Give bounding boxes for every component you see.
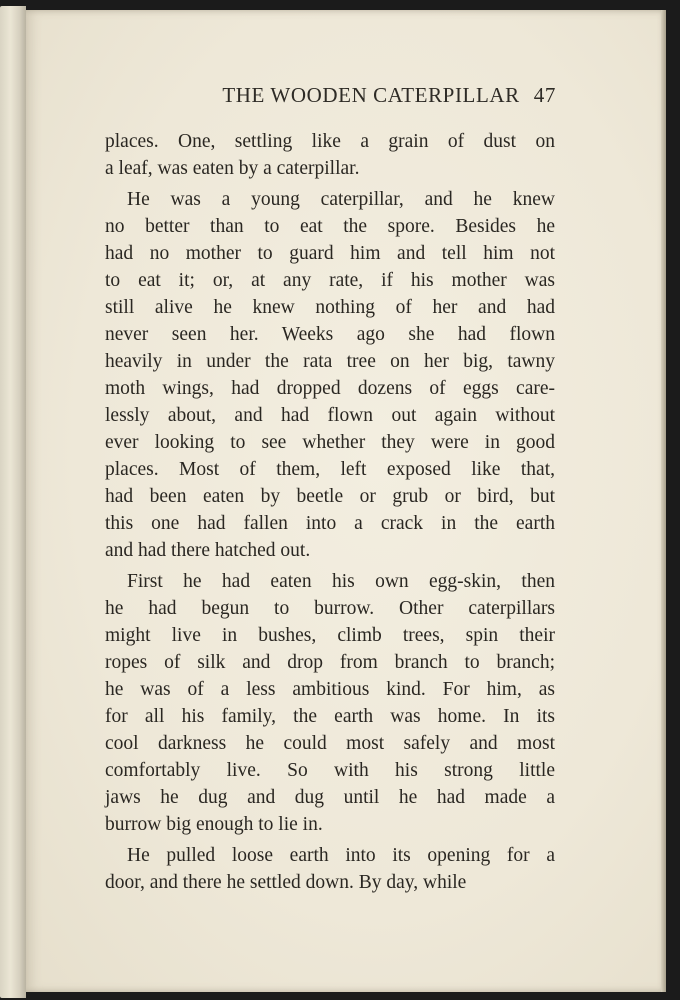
text-line: he was of a less ambitious kind. For him, as <box>105 679 555 700</box>
text-line: places. One, settling like a grain of dust on <box>105 131 555 152</box>
text-line: door, and there he settled down. By day, while <box>105 872 467 893</box>
text-line: for all his family, the earth was home. In its <box>105 706 555 727</box>
page-number: 47 <box>533 83 556 107</box>
text-line: comfortably live. So with his strong little <box>105 760 555 781</box>
text-line: and had there hatched out. <box>105 540 311 561</box>
text-line: burrow big enough to lie in. <box>105 814 323 835</box>
body-text <box>105 128 555 896</box>
text-line: ever looking to see whether they were in good <box>105 432 555 453</box>
paragraph <box>105 568 555 838</box>
running-head <box>26 83 556 108</box>
text-line: He pulled loose earth into its opening for a <box>127 845 555 866</box>
running-head-title: THE WOODEN CATERPILLAR <box>222 83 520 107</box>
text-line: a leaf, was eaten by a caterpillar. <box>105 158 360 179</box>
text-line: never seen her. Weeks ago she had flown <box>105 324 555 345</box>
text-line: heavily in under the rata tree on her big, tawny <box>105 351 555 372</box>
text-line: this one had fallen into a crack in the earth <box>105 513 555 534</box>
paragraph <box>105 842 555 896</box>
text-line: ropes of silk and drop from branch to branch; <box>105 652 555 673</box>
text-line: cool darkness he could most safely and most <box>105 733 555 754</box>
text-line: jaws he dug and dug until he had made a <box>105 787 555 808</box>
paragraph <box>105 186 555 564</box>
text-line: to eat it; or, at any rate, if his mother was <box>105 270 555 291</box>
text-line: moth wings, had dropped dozens of eggs care- <box>105 378 555 399</box>
text-line: lessly about, and had flown out again without <box>105 405 555 426</box>
text-line: he had begun to burrow. Other caterpillars <box>105 598 555 619</box>
text-line: had been eaten by beetle or grub or bird, but <box>105 486 555 507</box>
text-line: had no mother to guard him and tell him not <box>105 243 555 264</box>
text-line: no better than to eat the spore. Besides he <box>105 216 555 237</box>
text-line: might live in bushes, climb trees, spin their <box>105 625 555 646</box>
paragraph <box>105 128 555 182</box>
text-line: First he had eaten his own egg-skin, then <box>127 571 555 592</box>
text-line: places. Most of them, left exposed like that, <box>105 459 555 480</box>
book-page <box>26 10 666 992</box>
text-line: He was a young caterpillar, and he knew <box>127 189 555 210</box>
text-line: still alive he knew nothing of her and had <box>105 297 555 318</box>
left-page-edge <box>0 6 26 998</box>
